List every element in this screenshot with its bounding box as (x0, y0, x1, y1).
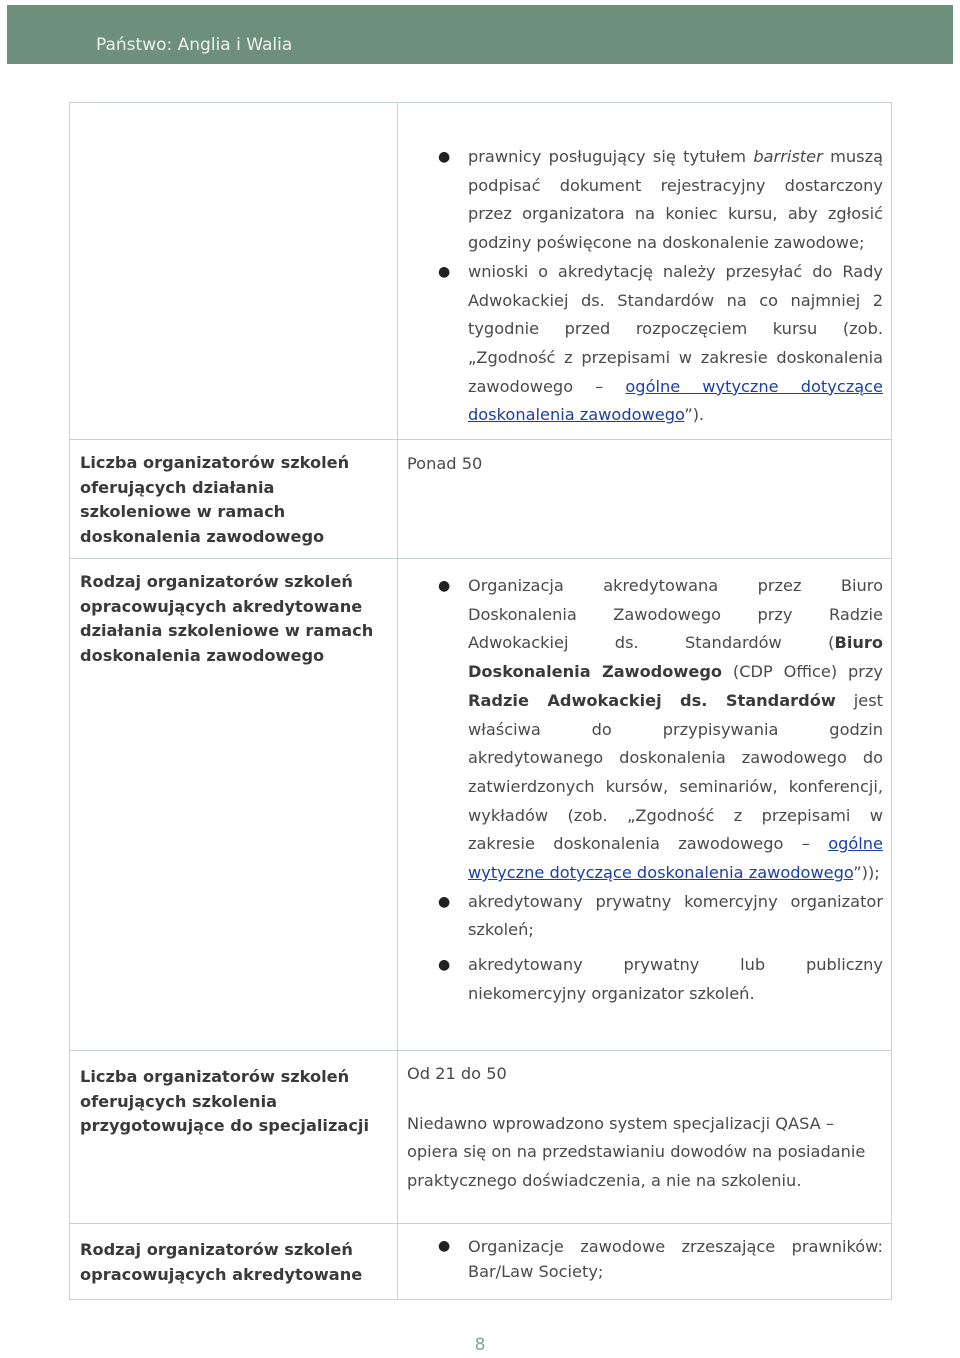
table-row (70, 559, 892, 1051)
table-row (70, 440, 892, 559)
row-value-cell (398, 1224, 892, 1300)
bullet-icon: ● (438, 578, 451, 594)
list-item: ● akredytowany prywatny komercyjny organizator szkoleń; (398, 888, 883, 945)
bullet-icon: ● (438, 957, 451, 974)
country-title: Państwo: Anglia i Walia (96, 35, 293, 55)
list-item: ● Organizacje zawodowe zrzeszające prawników: Bar/Law Society; (398, 1234, 883, 1284)
bullet-icon: ● (438, 1238, 451, 1254)
row-value-cell (398, 1051, 892, 1224)
guidelines-link[interactable]: ogólne wytyczne dotyczące doskonalenia zawodowego (468, 376, 883, 425)
row-label-cell (70, 559, 398, 1051)
guidelines-link[interactable]: ogólne wytyczne dotyczące doskonalenia zawodowego (468, 834, 883, 883)
row-value-cell (398, 440, 892, 559)
row-label-cell (70, 1224, 398, 1300)
bullet-list (398, 559, 891, 1009)
row-label-cell (70, 103, 398, 440)
bullet-icon: ● (438, 149, 451, 165)
row-value-cell (398, 559, 892, 1051)
bullet-list (398, 103, 891, 430)
list-item: ● akredytowany prywatny lub publiczny niekomercyjny organizator szkoleń. (398, 951, 883, 1008)
bullet-list (398, 1224, 891, 1284)
row-label: Rodzaj organizatorów szkoleń opracowujących akredytowane działania szkoleniowe w ramach doskonalenia zawodowego (80, 572, 374, 665)
row-value: Ponad 50 (407, 454, 483, 473)
row-label-cell (70, 1051, 398, 1224)
row-label: Rodzaj organizatorów szkoleń opracowujących akredytowane (80, 1240, 363, 1284)
table-row (70, 103, 892, 440)
info-table (69, 102, 892, 1300)
table-row (70, 1051, 892, 1224)
row-value: Od 21 do 50 (407, 1064, 507, 1083)
row-note: Niedawno wprowadzono system specjalizacji QASA – opiera się on na przedstawianiu dowodów na posiadanie praktycznego doświadczenia, a nie na szkoleniu. (407, 1113, 866, 1191)
page-header (7, 5, 953, 64)
row-label: Liczba organizatorów szkoleń oferujących działania szkoleniowe w ramach doskonalenia zawodowego (80, 453, 350, 546)
bullet-icon: ● (438, 893, 451, 910)
page-number: 8 (474, 1335, 486, 1355)
row-value-cell (398, 103, 892, 440)
row-label: Liczba organizatorów szkoleń oferujących szkolenia przygotowujące do specjalizacji (80, 1067, 370, 1135)
list-item: ● Organizacja akredytowana przez Biuro Doskonalenia Zawodowego przy Radzie Adwokackiej ds. Standardów (Biuro Doskonalenia Zawodowego (CDP Office) przy Radzie Adwokackiej ds. Standardów jest właściwa do przypisywania godzin akredytowanego doskonalenia zawodowego do zatwierdzonych kursów, seminariów, konferencji, wykładów (zob. „Zgodność z przepisami w zakresie doskonalenia zawodowego – ogólne wytyczne dotyczące doskonalenia zawodowego”)); (398, 572, 883, 888)
bullet-icon: ● (438, 263, 451, 280)
table-row (70, 1224, 892, 1300)
list-item: ● wnioski o akredytację należy przesyłać do Rady Adwokackiej ds. Standardów na co najmniej 2 tygodnie przed rozpoczęciem kursu (zob. „Zgodność z przepisami w zakresie doskonalenia zawodowego – ogólne wytyczne dotyczące doskonalenia zawodowego”). (398, 258, 883, 430)
row-label-cell (70, 440, 398, 559)
list-item: ● prawnicy posługujący się tytułem barrister muszą podpisać dokument rejestracyjny dostarczony przez organizatora na koniec kursu, aby zgłosić godziny poświęcone na doskonalenie zawodowe; (398, 143, 883, 258)
